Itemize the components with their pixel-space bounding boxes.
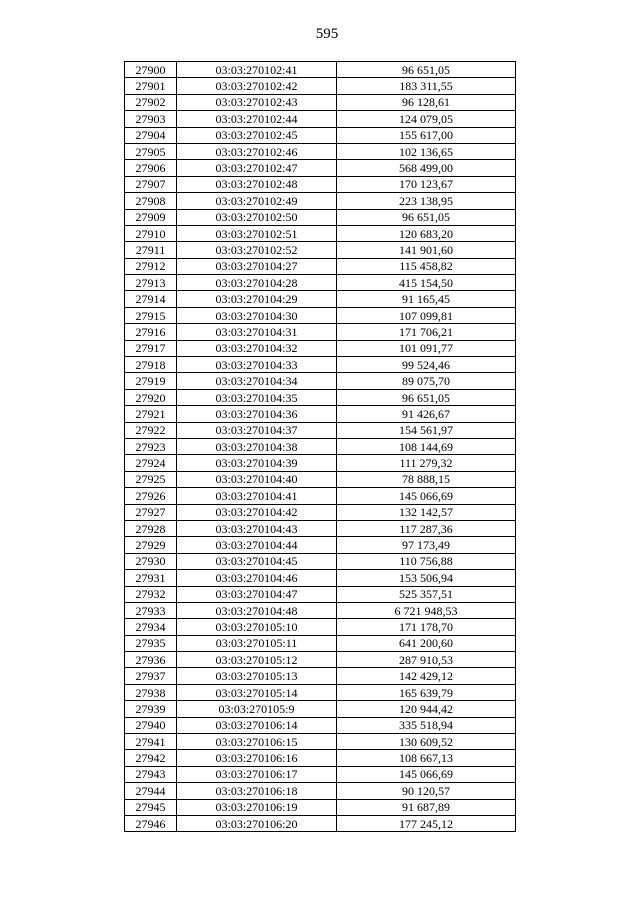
- cadastral-value-cell: 525 357,51: [337, 586, 516, 602]
- cadastral-number-cell: 03:03:270102:42: [177, 78, 337, 94]
- cadastral-value-cell: 145 066,69: [337, 488, 516, 504]
- cadastral-value-cell: 91 165,45: [337, 291, 516, 307]
- row-number-cell: 27900: [125, 62, 177, 78]
- row-number-cell: 27926: [125, 488, 177, 504]
- cadastral-number-cell: 03:03:270105:13: [177, 668, 337, 684]
- table-row: [125, 684, 516, 700]
- table-row: [125, 520, 516, 536]
- row-number-cell: 27943: [125, 766, 177, 782]
- table-row: [125, 111, 516, 127]
- table-row: [125, 734, 516, 750]
- row-number-cell: 27944: [125, 783, 177, 799]
- cadastral-number-cell: 03:03:270104:35: [177, 389, 337, 405]
- table-row: [125, 373, 516, 389]
- row-number-cell: 27929: [125, 537, 177, 553]
- cadastral-number-cell: 03:03:270104:46: [177, 570, 337, 586]
- row-number-cell: 27920: [125, 389, 177, 405]
- table-row: [125, 94, 516, 110]
- cadastral-number-cell: 03:03:270106:17: [177, 766, 337, 782]
- cadastral-value-cell: 107 099,81: [337, 307, 516, 323]
- cadastral-value-cell: 223 138,95: [337, 193, 516, 209]
- cadastral-value-cell: 111 279,32: [337, 455, 516, 471]
- table-row: [125, 586, 516, 602]
- cadastral-value-cell: 96 651,05: [337, 62, 516, 78]
- row-number-cell: 27913: [125, 275, 177, 291]
- table-row: [125, 291, 516, 307]
- cadastral-value-cell: 96 651,05: [337, 209, 516, 225]
- row-number-cell: 27938: [125, 684, 177, 700]
- table-row: [125, 389, 516, 405]
- cadastral-value-cell: 101 091,77: [337, 340, 516, 356]
- row-number-cell: 27942: [125, 750, 177, 766]
- cadastral-number-cell: 03:03:270104:44: [177, 537, 337, 553]
- cadastral-value-cell: 145 066,69: [337, 766, 516, 782]
- cadastral-number-cell: 03:03:270106:18: [177, 783, 337, 799]
- cadastral-number-cell: 03:03:270104:39: [177, 455, 337, 471]
- row-number-cell: 27925: [125, 471, 177, 487]
- table-row: [125, 160, 516, 176]
- row-number-cell: 27902: [125, 94, 177, 110]
- cadastral-number-cell: 03:03:270106:16: [177, 750, 337, 766]
- cadastral-value-cell: 171 706,21: [337, 324, 516, 340]
- cadastral-value-cell: 6 721 948,53: [337, 602, 516, 618]
- table-row: [125, 422, 516, 438]
- row-number-cell: 27918: [125, 357, 177, 373]
- table-row: [125, 815, 516, 831]
- cadastral-number-cell: 03:03:270102:48: [177, 176, 337, 192]
- cadastral-value-table: [124, 61, 516, 832]
- cadastral-value-cell: 141 901,60: [337, 242, 516, 258]
- cadastral-number-cell: 03:03:270102:47: [177, 160, 337, 176]
- cadastral-number-cell: 03:03:270105:9: [177, 701, 337, 717]
- cadastral-number-cell: 03:03:270104:34: [177, 373, 337, 389]
- cadastral-number-cell: 03:03:270104:42: [177, 504, 337, 520]
- cadastral-value-cell: 177 245,12: [337, 815, 516, 831]
- cadastral-number-cell: 03:03:270102:50: [177, 209, 337, 225]
- cadastral-value-cell: 102 136,65: [337, 143, 516, 159]
- table-row: [125, 438, 516, 454]
- row-number-cell: 27914: [125, 291, 177, 307]
- table-row: [125, 766, 516, 782]
- cadastral-value-cell: 154 561,97: [337, 422, 516, 438]
- row-number-cell: 27932: [125, 586, 177, 602]
- cadastral-value-cell: 120 944,42: [337, 701, 516, 717]
- cadastral-value-cell: 90 120,57: [337, 783, 516, 799]
- cadastral-value-cell: 183 311,55: [337, 78, 516, 94]
- cadastral-value-cell: 91 687,89: [337, 799, 516, 815]
- table-row: [125, 635, 516, 651]
- table-row: [125, 406, 516, 422]
- cadastral-value-cell: 97 173,49: [337, 537, 516, 553]
- table-row: [125, 652, 516, 668]
- row-number-cell: 27907: [125, 176, 177, 192]
- table-row: [125, 504, 516, 520]
- table-row: [125, 602, 516, 618]
- cadastral-number-cell: 03:03:270106:15: [177, 734, 337, 750]
- row-number-cell: 27928: [125, 520, 177, 536]
- cadastral-value-cell: 89 075,70: [337, 373, 516, 389]
- table-row: [125, 62, 516, 78]
- row-number-cell: 27919: [125, 373, 177, 389]
- cadastral-number-cell: 03:03:270104:36: [177, 406, 337, 422]
- table-row: [125, 258, 516, 274]
- row-number-cell: 27916: [125, 324, 177, 340]
- cadastral-value-cell: 130 609,52: [337, 734, 516, 750]
- row-number-cell: 27939: [125, 701, 177, 717]
- cadastral-number-cell: 03:03:270104:40: [177, 471, 337, 487]
- cadastral-number-cell: 03:03:270102:52: [177, 242, 337, 258]
- table-row: [125, 357, 516, 373]
- cadastral-value-cell: 99 524,46: [337, 357, 516, 373]
- table-row: [125, 176, 516, 192]
- row-number-cell: 27905: [125, 143, 177, 159]
- table-row: [125, 209, 516, 225]
- table-row: [125, 488, 516, 504]
- row-number-cell: 27936: [125, 652, 177, 668]
- cadastral-number-cell: 03:03:270106:19: [177, 799, 337, 815]
- cadastral-value-cell: 96 128,61: [337, 94, 516, 110]
- cadastral-value-cell: 120 683,20: [337, 225, 516, 241]
- table-row: [125, 340, 516, 356]
- table-row: [125, 78, 516, 94]
- cadastral-number-cell: 03:03:270102:44: [177, 111, 337, 127]
- table-row: [125, 225, 516, 241]
- cadastral-number-cell: 03:03:270104:27: [177, 258, 337, 274]
- cadastral-number-cell: 03:03:270102:46: [177, 143, 337, 159]
- table-row: [125, 455, 516, 471]
- row-number-cell: 27934: [125, 619, 177, 635]
- row-number-cell: 27940: [125, 717, 177, 733]
- table-row: [125, 143, 516, 159]
- cadastral-value-cell: 132 142,57: [337, 504, 516, 520]
- row-number-cell: 27908: [125, 193, 177, 209]
- cadastral-number-cell: 03:03:270102:51: [177, 225, 337, 241]
- table-row: [125, 701, 516, 717]
- cadastral-number-cell: 03:03:270102:45: [177, 127, 337, 143]
- cadastral-value-cell: 170 123,67: [337, 176, 516, 192]
- row-number-cell: 27906: [125, 160, 177, 176]
- cadastral-value-cell: 287 910,53: [337, 652, 516, 668]
- cadastral-value-cell: 110 756,88: [337, 553, 516, 569]
- cadastral-number-cell: 03:03:270105:10: [177, 619, 337, 635]
- table-row: [125, 471, 516, 487]
- row-number-cell: 27924: [125, 455, 177, 471]
- cadastral-value-cell: 117 287,36: [337, 520, 516, 536]
- row-number-cell: 27945: [125, 799, 177, 815]
- table-row: [125, 783, 516, 799]
- row-number-cell: 27937: [125, 668, 177, 684]
- row-number-cell: 27915: [125, 307, 177, 323]
- table-row: [125, 570, 516, 586]
- cadastral-value-cell: 335 518,94: [337, 717, 516, 733]
- table-row: [125, 307, 516, 323]
- table-body: [125, 62, 516, 832]
- cadastral-number-cell: 03:03:270104:38: [177, 438, 337, 454]
- table-row: [125, 717, 516, 733]
- table-row: [125, 127, 516, 143]
- row-number-cell: 27941: [125, 734, 177, 750]
- table-row: [125, 537, 516, 553]
- row-number-cell: 27931: [125, 570, 177, 586]
- row-number-cell: 27904: [125, 127, 177, 143]
- cadastral-number-cell: 03:03:270104:31: [177, 324, 337, 340]
- table-row: [125, 668, 516, 684]
- cadastral-value-cell: 91 426,67: [337, 406, 516, 422]
- row-number-cell: 27930: [125, 553, 177, 569]
- cadastral-value-cell: 171 178,70: [337, 619, 516, 635]
- cadastral-value-cell: 568 499,00: [337, 160, 516, 176]
- row-number-cell: 27901: [125, 78, 177, 94]
- row-number-cell: 27917: [125, 340, 177, 356]
- cadastral-number-cell: 03:03:270106:20: [177, 815, 337, 831]
- table-row: [125, 193, 516, 209]
- cadastral-value-cell: 108 144,69: [337, 438, 516, 454]
- cadastral-value-cell: 115 458,82: [337, 258, 516, 274]
- row-number-cell: 27935: [125, 635, 177, 651]
- cadastral-number-cell: 03:03:270105:12: [177, 652, 337, 668]
- cadastral-number-cell: 03:03:270104:43: [177, 520, 337, 536]
- row-number-cell: 27923: [125, 438, 177, 454]
- table-row: [125, 750, 516, 766]
- row-number-cell: 27912: [125, 258, 177, 274]
- cadastral-number-cell: 03:03:270104:41: [177, 488, 337, 504]
- table-row: [125, 275, 516, 291]
- cadastral-value-cell: 108 667,13: [337, 750, 516, 766]
- cadastral-value-cell: 415 154,50: [337, 275, 516, 291]
- page-number: 595: [315, 26, 339, 42]
- cadastral-value-cell: 641 200,60: [337, 635, 516, 651]
- cadastral-number-cell: 03:03:270102:49: [177, 193, 337, 209]
- table-row: [125, 553, 516, 569]
- cadastral-number-cell: 03:03:270104:48: [177, 602, 337, 618]
- cadastral-value-cell: 78 888,15: [337, 471, 516, 487]
- table-row: [125, 324, 516, 340]
- cadastral-number-cell: 03:03:270104:33: [177, 357, 337, 373]
- row-number-cell: 27946: [125, 815, 177, 831]
- cadastral-value-cell: 165 639,79: [337, 684, 516, 700]
- row-number-cell: 27911: [125, 242, 177, 258]
- cadastral-value-cell: 153 506,94: [337, 570, 516, 586]
- cadastral-number-cell: 03:03:270105:14: [177, 684, 337, 700]
- cadastral-value-cell: 155 617,00: [337, 127, 516, 143]
- row-number-cell: 27921: [125, 406, 177, 422]
- row-number-cell: 27922: [125, 422, 177, 438]
- row-number-cell: 27903: [125, 111, 177, 127]
- cadastral-number-cell: 03:03:270104:37: [177, 422, 337, 438]
- cadastral-number-cell: 03:03:270104:29: [177, 291, 337, 307]
- cadastral-number-cell: 03:03:270104:47: [177, 586, 337, 602]
- table-row: [125, 242, 516, 258]
- table-row: [125, 619, 516, 635]
- row-number-cell: 27909: [125, 209, 177, 225]
- cadastral-number-cell: 03:03:270104:32: [177, 340, 337, 356]
- row-number-cell: 27910: [125, 225, 177, 241]
- cadastral-number-cell: 03:03:270104:28: [177, 275, 337, 291]
- cadastral-number-cell: 03:03:270102:41: [177, 62, 337, 78]
- table-row: [125, 799, 516, 815]
- cadastral-number-cell: 03:03:270106:14: [177, 717, 337, 733]
- cadastral-number-cell: 03:03:270105:11: [177, 635, 337, 651]
- cadastral-number-cell: 03:03:270104:30: [177, 307, 337, 323]
- cadastral-value-cell: 96 651,05: [337, 389, 516, 405]
- cadastral-value-cell: 142 429,12: [337, 668, 516, 684]
- cadastral-number-cell: 03:03:270102:43: [177, 94, 337, 110]
- cadastral-number-cell: 03:03:270104:45: [177, 553, 337, 569]
- row-number-cell: 27927: [125, 504, 177, 520]
- row-number-cell: 27933: [125, 602, 177, 618]
- cadastral-value-cell: 124 079,05: [337, 111, 516, 127]
